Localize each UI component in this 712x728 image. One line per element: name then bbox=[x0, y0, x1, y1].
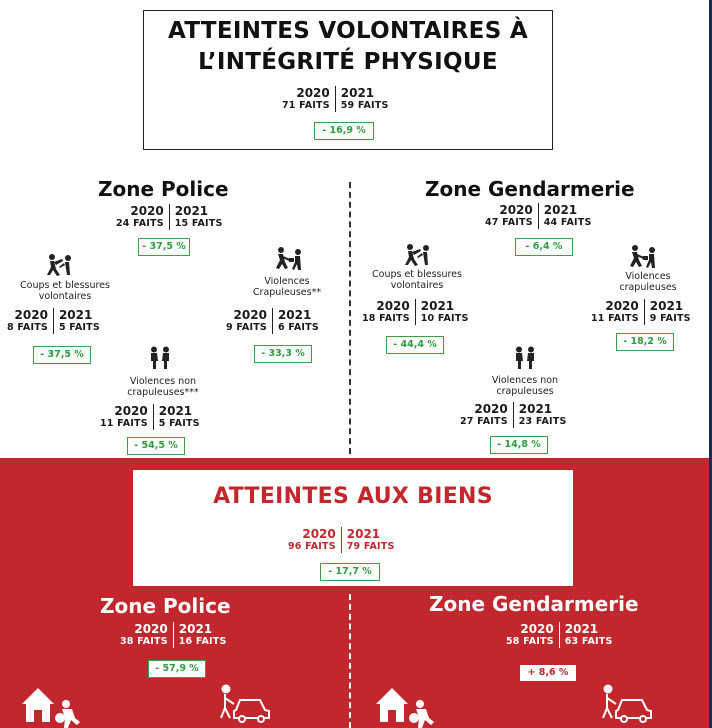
count-2020: 24 FAITS bbox=[116, 218, 164, 229]
people-icon bbox=[147, 346, 173, 370]
coups-gendarmerie-change-badge: - 44,4 % bbox=[386, 336, 444, 354]
non-crapuleuses-gendarmerie-years bbox=[460, 402, 567, 428]
biens-zone-police-change-badge: - 57,9 % bbox=[148, 660, 206, 678]
year-2021: 2021 bbox=[174, 204, 209, 218]
count-2021: 15 FAITS bbox=[174, 218, 223, 229]
label-line: Crapuleuses** bbox=[252, 287, 322, 298]
robbery-icon bbox=[628, 244, 660, 270]
zone-gendarmerie-title: Zone Gendarmerie bbox=[425, 177, 635, 201]
count-2020: 9 FAITS bbox=[226, 322, 267, 333]
zone-police-title: Zone Police bbox=[98, 177, 229, 201]
label-line: volontaires bbox=[390, 280, 444, 291]
count-2020: 27 FAITS bbox=[460, 416, 508, 427]
label-line: crapuleuses bbox=[496, 386, 554, 397]
biens-zone-police-years bbox=[120, 622, 227, 648]
count-2020: 11 FAITS bbox=[591, 313, 639, 324]
count-2021: 16 FAITS bbox=[178, 636, 227, 647]
count-2020: 96 FAITS bbox=[288, 541, 336, 552]
count-2020: 18 FAITS bbox=[362, 313, 410, 324]
year-2021: 2021 bbox=[346, 527, 381, 541]
count-2020: 47 FAITS bbox=[485, 217, 533, 228]
biens-zone-police-title: Zone Police bbox=[100, 594, 231, 618]
count-2021: 5 FAITS bbox=[58, 322, 100, 333]
label-line: Coups et blessures bbox=[372, 269, 462, 280]
count-2020: 38 FAITS bbox=[120, 636, 168, 647]
crapuleuses-police-change-badge: - 33,3 % bbox=[254, 345, 312, 363]
zone-police-change-badge: - 37,5 % bbox=[138, 238, 190, 256]
year-2020: 2020 bbox=[130, 204, 164, 218]
year-2020: 2020 bbox=[499, 203, 533, 217]
label-line: crapuleuses bbox=[619, 282, 677, 293]
non-crapuleuses-police-change-badge: - 54,5 % bbox=[127, 437, 185, 455]
count-2021: 6 FAITS bbox=[277, 322, 319, 333]
integrite-change-badge: - 16,9 % bbox=[314, 122, 374, 140]
coups-label bbox=[362, 269, 472, 291]
zone-gendarmerie-years bbox=[485, 203, 592, 229]
non-crapuleuses-gendarmerie-change-badge: - 14,8 % bbox=[490, 436, 548, 454]
count-2020: 11 FAITS bbox=[100, 418, 148, 429]
label-line: volontaires bbox=[38, 291, 92, 302]
count-2020: 8 FAITS bbox=[7, 322, 48, 333]
crapuleuses-label bbox=[232, 276, 342, 298]
integrite-years bbox=[282, 86, 389, 112]
crapuleuses-gendarmerie-change-badge: - 18,2 % bbox=[616, 333, 674, 351]
year-2021: 2021 bbox=[564, 622, 599, 636]
zone-gendarmerie-change-badge: - 6,4 % bbox=[515, 238, 573, 256]
coups-label bbox=[10, 280, 120, 302]
house-burglary-icon bbox=[20, 682, 82, 728]
count-2021: 5 FAITS bbox=[158, 418, 200, 429]
label-line: crapuleuses*** bbox=[127, 387, 199, 398]
label-line: Violences non bbox=[129, 376, 197, 387]
year-2021: 2021 bbox=[543, 203, 578, 217]
count-2021: 10 FAITS bbox=[420, 313, 469, 324]
year-2020: 2020 bbox=[114, 404, 148, 418]
label-line: Violences non bbox=[491, 375, 559, 386]
car-theft-icon bbox=[216, 684, 272, 724]
count-2021: 23 FAITS bbox=[518, 416, 567, 427]
count-2021: 44 FAITS bbox=[543, 217, 592, 228]
house-burglary-icon bbox=[374, 682, 436, 728]
label-line: Coups et blessures bbox=[20, 280, 110, 291]
year-2021: 2021 bbox=[649, 299, 684, 313]
year-2020: 2020 bbox=[14, 308, 48, 322]
integrite-title-line1: ATTEINTES VOLONTAIRES À bbox=[168, 18, 528, 44]
biens-change-badge: - 17,7 % bbox=[320, 563, 380, 581]
year-2020: 2020 bbox=[233, 308, 267, 322]
count-2021: 59 FAITS bbox=[340, 100, 389, 111]
crapuleuses-police-years bbox=[226, 308, 319, 334]
count-2020: 71 FAITS bbox=[282, 100, 330, 111]
year-2021: 2021 bbox=[340, 86, 375, 100]
year-2021: 2021 bbox=[178, 622, 213, 636]
fight-icon bbox=[402, 243, 432, 267]
year-2020: 2020 bbox=[302, 527, 336, 541]
label-line: Violences bbox=[264, 276, 310, 287]
year-2021: 2021 bbox=[58, 308, 93, 322]
biens-zone-gendarmerie-change-badge: + 8,6 % bbox=[519, 664, 577, 682]
coups-police-years bbox=[7, 308, 100, 334]
count-2021: 9 FAITS bbox=[649, 313, 691, 324]
biens-years bbox=[288, 527, 395, 553]
year-2021: 2021 bbox=[518, 402, 553, 416]
year-2021: 2021 bbox=[420, 299, 455, 313]
biens-title: ATTEINTES AUX BIENS bbox=[213, 484, 493, 509]
crapuleuses-gendarmerie-years bbox=[591, 299, 691, 325]
count-2020: 58 FAITS bbox=[506, 636, 554, 647]
integrite-title bbox=[143, 16, 553, 78]
label-line: Violences bbox=[625, 271, 671, 282]
year-2020: 2020 bbox=[134, 622, 168, 636]
year-2020: 2020 bbox=[605, 299, 639, 313]
year-2020: 2020 bbox=[474, 402, 508, 416]
coups-police-change-badge: - 37,5 % bbox=[33, 346, 91, 364]
count-2021: 79 FAITS bbox=[346, 541, 395, 552]
people-icon bbox=[512, 346, 538, 370]
non-crapuleuses-label bbox=[108, 376, 218, 398]
year-2020: 2020 bbox=[376, 299, 410, 313]
fight-icon bbox=[44, 253, 74, 277]
car-theft-icon bbox=[598, 684, 654, 724]
zone-divider bbox=[349, 182, 351, 454]
year-2021: 2021 bbox=[277, 308, 312, 322]
year-2020: 2020 bbox=[520, 622, 554, 636]
coups-gendarmerie-years bbox=[362, 299, 469, 325]
year-2021: 2021 bbox=[158, 404, 193, 418]
year-2020: 2020 bbox=[296, 86, 330, 100]
non-crapuleuses-police-years bbox=[100, 404, 200, 430]
robbery-icon bbox=[274, 246, 306, 272]
integrite-title-line2: L’INTÉGRITÉ PHYSIQUE bbox=[198, 49, 498, 75]
crapuleuses-label bbox=[600, 271, 696, 293]
count-2021: 63 FAITS bbox=[564, 636, 613, 647]
non-crapuleuses-label bbox=[470, 375, 580, 397]
biens-zone-divider bbox=[349, 594, 351, 728]
biens-zone-gendarmerie-title: Zone Gendarmerie bbox=[429, 592, 639, 616]
zone-police-years bbox=[116, 204, 223, 230]
biens-zone-gendarmerie-years bbox=[506, 622, 613, 648]
